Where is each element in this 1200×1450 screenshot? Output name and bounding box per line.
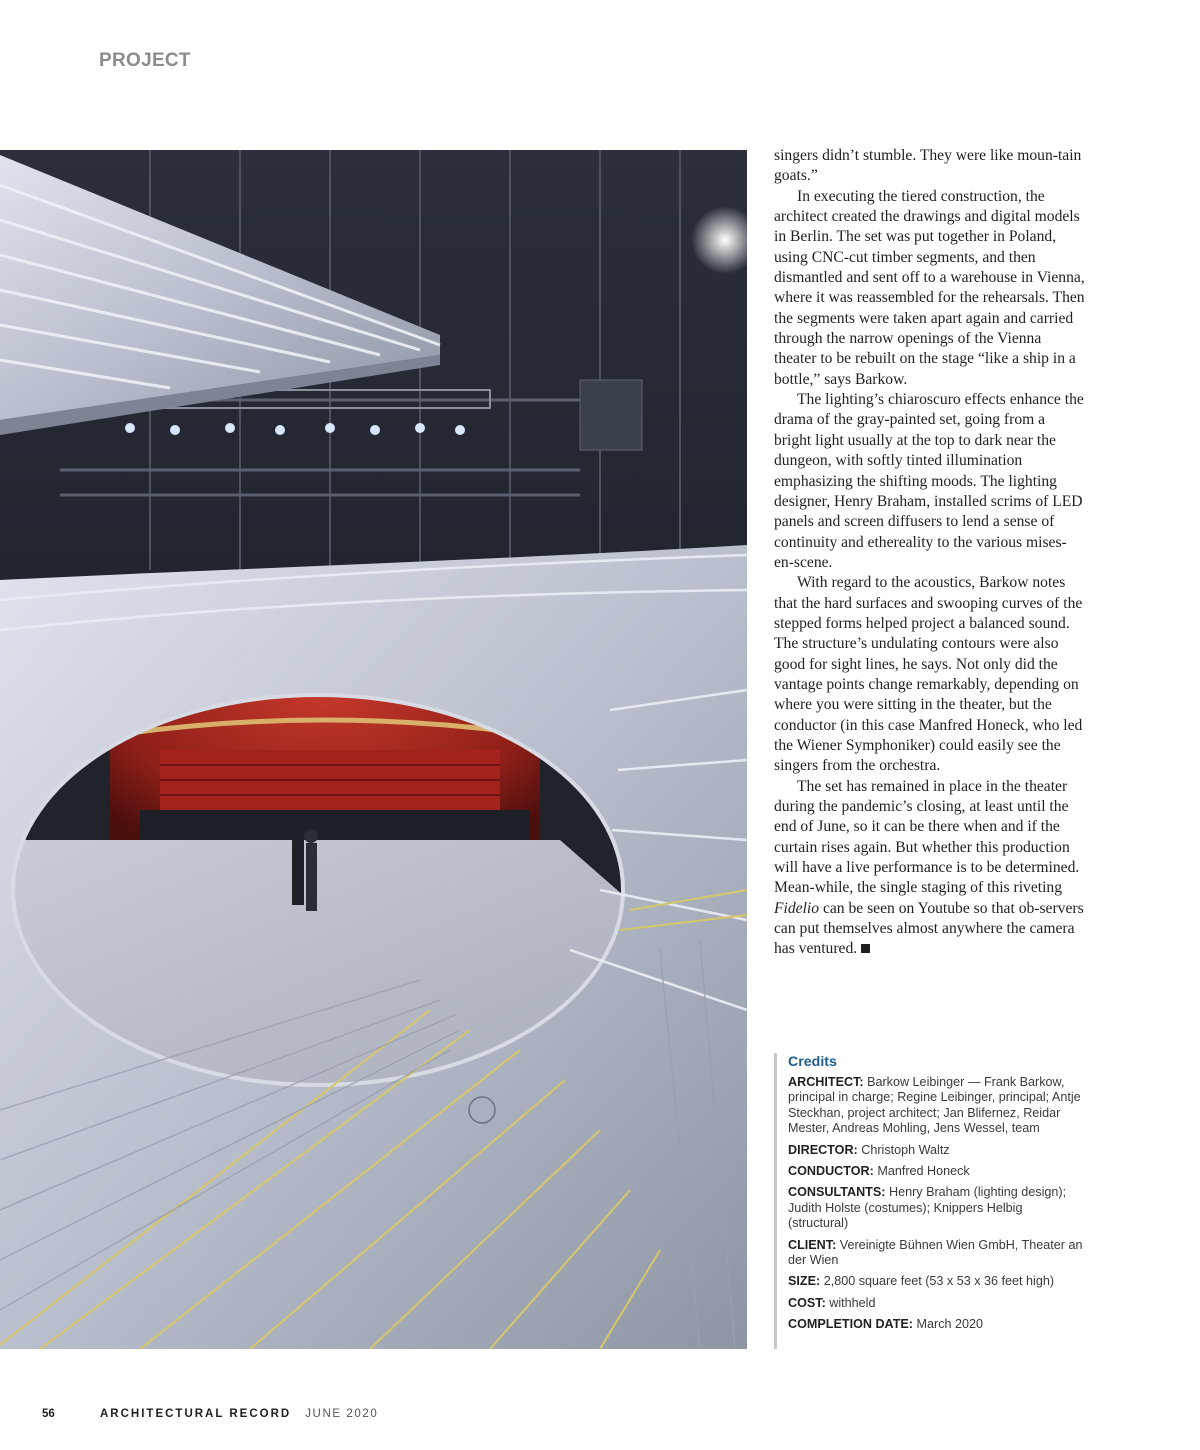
article-body xyxy=(774,146,1086,960)
credit-value: March 2020 xyxy=(916,1317,984,1332)
credit-architect xyxy=(788,1075,1086,1137)
credit-key: CONDUCTOR: xyxy=(788,1164,874,1179)
credit-value: Henry Braham (lighting design); Judith Holste (costumes); Knippers Helbig (structural) xyxy=(788,1185,1067,1231)
credit-value: 2,800 square feet (53 x 53 x 36 feet high) xyxy=(823,1274,1055,1289)
credit-director xyxy=(788,1143,1086,1158)
credit-value: Christoph Waltz xyxy=(861,1142,950,1157)
final-text-after: can be seen on Youtube so that ob-servers can put themselves almost anywhere the camera has ventured. xyxy=(774,899,1084,958)
section-label: PROJECT xyxy=(99,50,191,71)
body-paragraph: With regard to the acoustics, Barkow notes that the hard surfaces and swooping curves of the stepped forms helped project a balanced sound. The structure’s undulating contours were also good for sight lines, he says. Not only did the vantage points change remarkably, depending on where you were sitting in the theater, but the conductor (in this case Manfred Honeck, who led the Wiener Symphoniker) could easily see the singers from the orchestra. xyxy=(774,574,1083,775)
credit-value: Manfred Honeck xyxy=(877,1164,970,1179)
credit-client xyxy=(788,1238,1086,1269)
body-paragraph-final xyxy=(774,777,1086,960)
credit-key: CONSULTANTS: xyxy=(788,1185,886,1200)
credit-key: CLIENT: xyxy=(788,1237,837,1252)
end-of-article-mark xyxy=(861,944,870,953)
credit-consultants xyxy=(788,1185,1086,1231)
credits-title: Credits xyxy=(788,1054,837,1070)
credit-value: Barkow Leibinger — Frank Barkow, principal in charge; Regine Leibinger, principal; Antje Steckhan, project architect; Jan Blifernez, Reidar Mester, Andreas Mohling, Jens Wessel, team xyxy=(788,1075,1081,1136)
credits-box xyxy=(774,1053,1086,1349)
credit-completion-date xyxy=(788,1317,1086,1332)
credit-size xyxy=(788,1274,1086,1289)
page-footer xyxy=(42,1408,378,1420)
credit-value: withheld xyxy=(829,1295,876,1310)
magazine-name: ARCHITECTURAL RECORD xyxy=(100,1408,292,1420)
issue-date: JUNE 2020 xyxy=(305,1408,379,1420)
body-paragraph: singers didn’t stumble. They were like moun-tain goats.” xyxy=(774,147,1082,185)
credit-key: ARCHITECT: xyxy=(788,1075,864,1089)
credit-key: COMPLETION DATE: xyxy=(788,1317,913,1332)
production-title: Fidelio xyxy=(774,899,820,917)
credit-key: DIRECTOR: xyxy=(788,1142,858,1157)
body-paragraph: In executing the tiered construction, the architect created the drawings and digital models in Berlin. The set was put together in Poland, using CNC-cut timber segments, and then dismantled and sent off to a warehouse in Vienna, where it was reassembled for the rehearsals. Then the segments were taken apart again and carried through the narrow openings of the Vienna theater to be rebuilt on the stage “like a ship in a bottle,” says Barkow. xyxy=(774,187,1085,388)
credit-key: SIZE: xyxy=(788,1274,821,1289)
credit-value: Vereinigte Bühnen Wien GmbH, Theater an der Wien xyxy=(788,1237,1083,1268)
credit-key: COST: xyxy=(788,1295,826,1310)
credit-cost xyxy=(788,1296,1086,1311)
stage-set-photo xyxy=(0,150,747,1349)
body-paragraph: The lighting’s chiaroscuro effects enhance the drama of the gray-painted set, going from a bright light usually at the top to dark near the dungeon, with softly tinted illumination emphasizing the shifting moods. The lighting designer, Henry Braham, installed scrims of LED panels and screen diffusers to lend a sense of continuity and ethereality to the various mises-en-scene. xyxy=(774,391,1084,571)
page-number: 56 xyxy=(42,1408,55,1420)
credit-conductor xyxy=(788,1164,1086,1179)
final-text-before: The set has remained in place in the theater during the pandemic’s closing, at least until the end of June, so it can be there when and if the curtain rises again. But whether this production will have a live performance is to be determined. Mean-while, the single staging of this riveting xyxy=(774,777,1080,897)
